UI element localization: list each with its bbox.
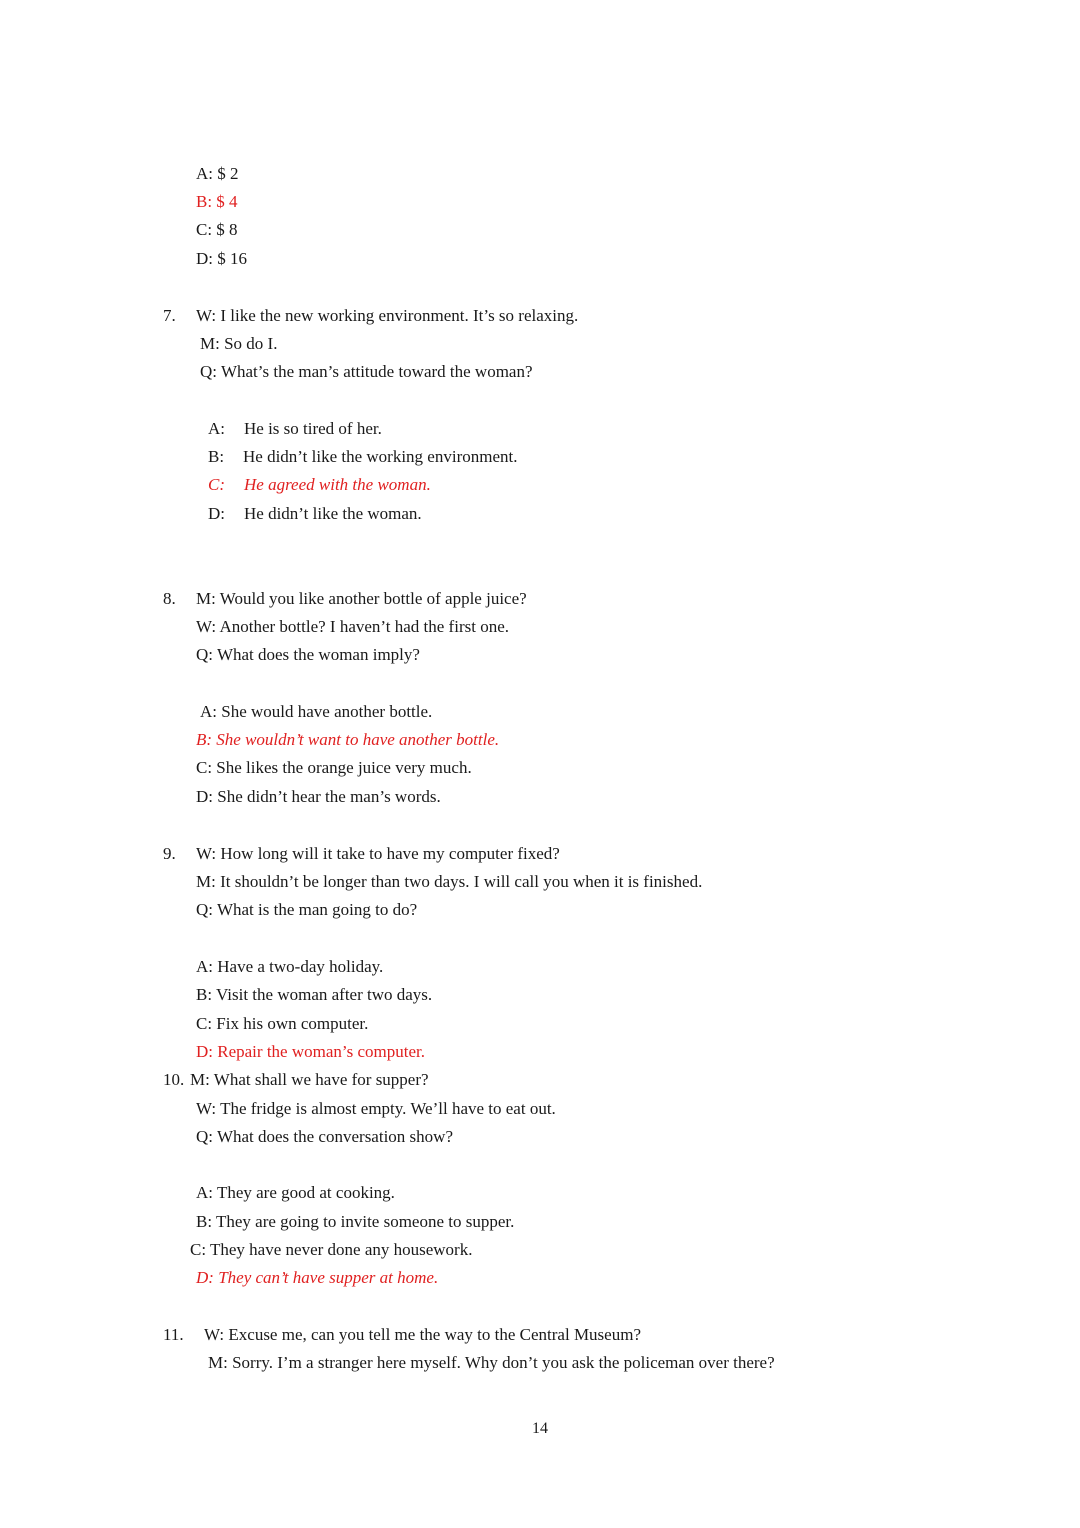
q8-option-b-answer: B: She wouldn’t want to have another bottle. — [196, 730, 500, 749]
q9-man-line: M: It shouldn’t be longer than two days. I will call you when it is finished. — [196, 872, 703, 891]
q7-option-a-text: He is so tired of her. — [244, 419, 382, 438]
q7-woman-line: W: I like the new working environment. It’s so relaxing. — [196, 306, 579, 325]
q10-number: 10. — [163, 1070, 185, 1089]
q10-option-a: A: They are good at cooking. — [196, 1183, 395, 1202]
q9-option-b: B: Visit the woman after two days. — [196, 985, 433, 1004]
q11-number: 11. — [163, 1325, 184, 1344]
q11-man-line: M: Sorry. I’m a stranger here myself. Why don’t you ask the policeman over there? — [208, 1353, 775, 1372]
q6-option-b-answer: B: $ 4 — [196, 192, 238, 211]
q9-option-a: A: Have a two-day holiday. — [196, 957, 384, 976]
q7-option-d-letter: D: — [208, 504, 225, 523]
q10-woman-line: W: The fridge is almost empty. We’ll have to eat out. — [196, 1099, 556, 1118]
q9-option-d-answer: D: Repair the woman’s computer. — [196, 1042, 425, 1061]
q9-option-c: C: Fix his own computer. — [196, 1014, 369, 1033]
q10-man-line: M: What shall we have for supper? — [190, 1070, 429, 1089]
q8-option-d: D: She didn’t hear the man’s words. — [196, 787, 441, 806]
q9-woman-line: W: How long will it take to have my computer fixed? — [196, 844, 560, 863]
q10-option-b: B: They are going to invite someone to supper. — [196, 1212, 515, 1231]
page-number: 14 — [532, 1420, 548, 1437]
q6-option-d: D: $ 16 — [196, 249, 247, 268]
q8-number: 8. — [163, 589, 176, 608]
q7-option-b-letter: B: — [208, 447, 225, 466]
q7-question: Q: What’s the man’s attitude toward the woman? — [200, 362, 533, 381]
q7-option-b-text: He didn’t like the working environment. — [243, 447, 518, 466]
q7-option-c-text-answer: He agreed with the woman. — [244, 475, 431, 494]
q8-man-line: M: Would you like another bottle of apple juice? — [196, 589, 527, 608]
q7-man-line: M: So do I. — [200, 334, 278, 353]
q6-option-c: C: $ 8 — [196, 220, 238, 239]
q7-option-d-text: He didn’t like the woman. — [244, 504, 422, 523]
q6-option-a: A: $ 2 — [196, 164, 239, 183]
q9-number: 9. — [163, 844, 176, 863]
q8-option-c: C: She likes the orange juice very much. — [196, 758, 472, 777]
q7-option-c-letter-answer: C: — [208, 475, 225, 494]
q8-option-a: A: She would have another bottle. — [200, 702, 433, 721]
q8-woman-line: W: Another bottle? I haven’t had the first one. — [196, 617, 509, 636]
q11-woman-line: W: Excuse me, can you tell me the way to the Central Museum? — [204, 1325, 641, 1344]
q7-option-a-letter: A: — [208, 419, 225, 438]
q8-question: Q: What does the woman imply? — [196, 645, 420, 664]
q10-question: Q: What does the conversation show? — [196, 1127, 453, 1146]
q9-question: Q: What is the man going to do? — [196, 900, 418, 919]
q7-number: 7. — [163, 306, 176, 325]
q10-option-d-answer: D: They can’t have supper at home. — [196, 1268, 439, 1287]
q10-option-c: C: They have never done any housework. — [190, 1240, 473, 1259]
